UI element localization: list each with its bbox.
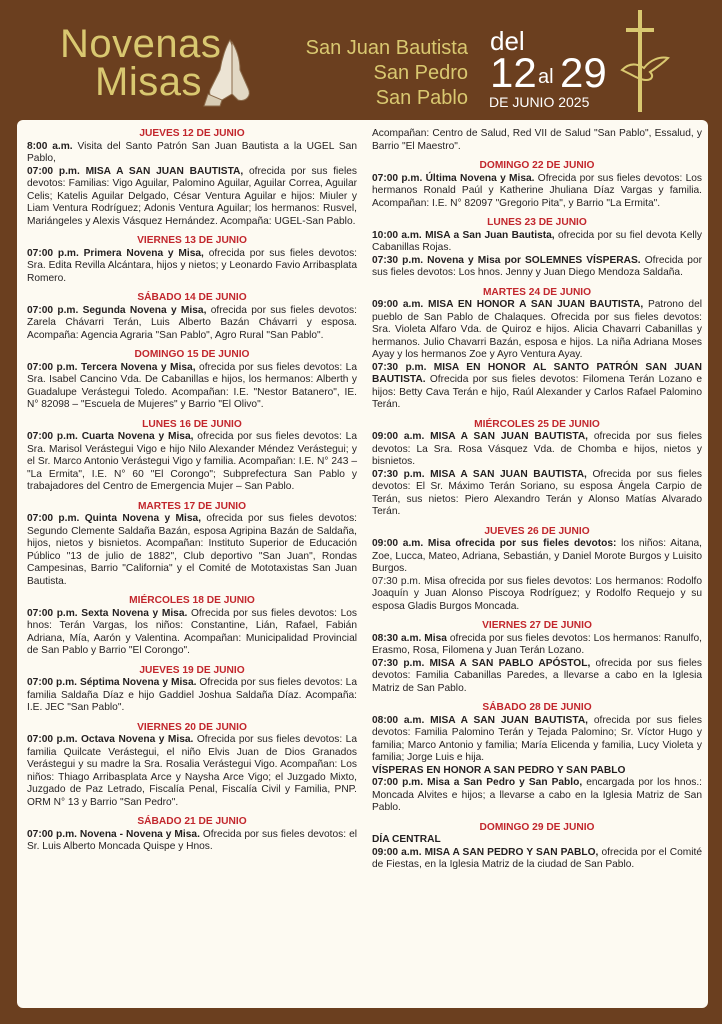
schedule-entry xyxy=(27,677,357,715)
entry-time-title: 10:00 a.m. MISA a San Juan Bautista, xyxy=(372,229,555,241)
schedule-entry xyxy=(27,305,357,343)
entry-time-title: 07:00 p.m. Cuarta Novena y Misa, xyxy=(27,431,194,442)
date-del: del xyxy=(490,26,525,56)
entry-time-title: 07:30 p.m. MISA EN HONOR AL SANTO PATRÓN SAN JUAN BAUTISTA. xyxy=(372,361,702,385)
entry-time-title: 09:00 a.m. Misa ofrecida por sus fieles devotos: xyxy=(372,538,617,549)
schedule-entry xyxy=(372,765,702,778)
day-heading: DOMINGO 15 DE JUNIO xyxy=(134,349,250,360)
entry-time-title: 08:00 a.m. MISA A SAN JUAN BAUTISTA, xyxy=(372,714,589,726)
date-al: al xyxy=(538,66,554,88)
title-novenas: Novenas xyxy=(60,22,222,66)
day-heading: VIERNES 27 DE JUNIO xyxy=(482,620,592,631)
entry-text: ofrecida por el Comité de Fiestas, en la Iglesia Matriz de la ciudad de San Pablo. xyxy=(372,846,702,870)
entry-time-title: 8:00 a.m. xyxy=(27,140,73,152)
day-heading: MARTES 24 DE JUNIO xyxy=(482,286,592,298)
entry-text: Ofrecida por sus fieles devotos: el Sr. Luis Alberto Moncada Quispe y Hnos. xyxy=(27,828,357,852)
entry-text: Ofrecida por sus fieles devotos: Los hermanos Ronald Paúl y Katherine Jhuliana Díaz Vargas y familia. Acompañan: I.E. N° 82097 "Gregorio Pita", y Barrio "La Ermita". xyxy=(372,172,702,209)
schedule-entry xyxy=(27,608,357,658)
entry-text: los niños: Aitana, Zoe, Lucca, Mateo, Adriana, Sebastián, y Daniel Morote Burgos y Luisito Burgos. xyxy=(372,538,703,574)
entry-text: Ofrecida por sus fieles devotos: El Sr. Máximo Terán Soriano, su esposa Ángela Carpio de Terán, sus nietos: Piero Alexandro Terán y Alonso Matías Alvarado Terán. xyxy=(372,468,702,517)
entry-time-title: 09:00 a.m. MISA A SAN JUAN BAUTISTA, xyxy=(372,431,589,442)
day-heading: SÁBADO 21 DE JUNIO xyxy=(137,816,247,827)
entry-text: Ofrecida por sus fieles devotos: Los hnos: Terán Vargas, los niños: Constantine, Lián, Rafael, Fabián Adriana, Mía, Aarón y Valentina. Acompañan: Municipalidad Provincial de San Pablo y Barrio "El Corongo". xyxy=(27,607,357,656)
entry-time-title: 07:30 p.m. MISA A SAN JUAN BAUTISTA, xyxy=(372,468,587,480)
schedule-entry xyxy=(372,847,702,872)
entry-text: ofrecida por su fiel devota Kelly Cabanillas Rojas. xyxy=(372,229,702,253)
day-heading: MIÉRCOLES 18 DE JUNIO xyxy=(129,595,255,606)
entry-text: Ofrecida por sus fieles devotos: La familia Quilcate Verástegui, el niño Elvis Juan de Dios Granados Verástegui y su madre la Sra. Rosalia Verástegui Vigo. Acompañan: Los niños: Thiago Arribasplata Arce y Naysha Arce Vigo; el Juzgado Mixto, Juzgado de Paz Letrado, Fiscalía Penal, Fiscalía Civil y Familia, PNP. ORM N° 13 y Barrio "San Pedro". xyxy=(27,734,358,808)
saint-name: San Pablo xyxy=(375,87,468,109)
schedule-entry xyxy=(27,166,357,229)
day-heading: VIERNES 13 DE JUNIO xyxy=(137,235,247,246)
schedule-entry xyxy=(372,538,702,576)
entry-text: ofrecida por sus fieles devotos: Familia Cabanillas Paredes, a llevarse a cabo en la Iglesia Matriz de San Pablo. xyxy=(372,657,702,694)
entry-text: ofrecida por sus fieles devotos: Zarela Chávarri Terán, Luis Alberto Bazán Chávarri y esposa. Acompaña: Agencia Agraria "San Pablo", Agro Rural "San Pablo". xyxy=(27,304,357,341)
day-heading: MIÉRCOLES 25 DE JUNIO xyxy=(474,418,600,430)
schedule-entry xyxy=(27,248,357,286)
left-column xyxy=(27,128,357,854)
entry-text: ofrecida por sus fieles devotos: La Sra. Isabel Cancino Vda. De Cabanillas e hijos, los hermanos: Alberth y Guadalupe Verástegui Toledo. Acompañan: I.E. "Nestor Batanero", IE. N° 82098 – "Escuela de Mujeres" y Barrio "El Olivo". xyxy=(27,361,357,410)
schedule-entry xyxy=(27,734,357,809)
date-end: 29 xyxy=(560,49,607,96)
entry-text: Ofrecida por sus fieles devotos: La familia Saldaña Díaz e hijo Gaddiel Joshua Saldaña Díaz. Acompaña: I.E. JEC "San Pablo". xyxy=(27,677,358,713)
saint-name: San Juan Bautista xyxy=(305,37,468,59)
praying-hands-icon xyxy=(200,36,260,108)
day-heading: LUNES 23 DE JUNIO xyxy=(487,217,587,228)
schedule-entry xyxy=(372,431,702,469)
header xyxy=(0,0,722,118)
day-heading: DOMINGO 22 DE JUNIO xyxy=(479,160,595,171)
schedule-entry xyxy=(27,141,357,166)
entry-time-title: 07:00 p.m. Sexta Novena y Misa. xyxy=(27,607,188,619)
entry-text: Ofrecida por sus fieles devotos: Filomena Terán Lozano e hijos: Betty Cava Terán e hijo, Raúl Alexander y Carlos Rafael Palomino Terán. xyxy=(372,374,702,410)
schedule-sheet xyxy=(17,120,708,1008)
schedule-entry xyxy=(27,431,357,494)
entry-text: Acompañan: Centro de Salud, Red VII de Salud "San Pablo", Essalud, y Barrio "El Maestro". xyxy=(372,128,702,152)
entry-text: ofrecida por sus fieles devotos: Familias: Vigo Aguilar, Palomino Aguilar, Aguilar Correa, Aguilar Celis; Katelis Aguilar Delgado, César Ventura Aguilar e hijos: Miuler y Liam Ventura Rodríguez; Adonis Ventura Aguilar; los hermanos: Rusvel, Mariángeles y Alexis Vásquez Hernández. Acompaña: UGEL-San Pablo. xyxy=(27,165,357,227)
entry-time-title: 07:00 p.m. Primera Novena y Misa, xyxy=(27,247,204,259)
schedule-entry xyxy=(372,173,702,211)
entry-time-title: 09:00 a.m. MISA A SAN PEDRO Y SAN PABLO, xyxy=(372,846,599,858)
entry-time-title: 07:00 p.m. Última Novena y Misa. xyxy=(372,172,535,184)
entry-text: ofrecida por sus fieles devotos: Familia Palomino Terán y Tejada Palomino; Sr. Víctor Hugo y familia; Marco Antonio y familia; María Elicenda y familia, Lucy Violeta y familia; Jorge Luis e hija. xyxy=(372,714,702,763)
entry-text: 07:30 p.m. Misa ofrecida por sus fieles devotos: Los hermanos: Rodolfo Joaquín y Juan Alonso Piscoya Rodríguez; y Rodolfo Requejo y su esposa Gladis Burgos Moncada. xyxy=(372,575,702,612)
entry-text: encargada por los hnos.: Moncada Alvites e hijos; a llevarse a cabo en la Iglesia Matriz de San Pablo. xyxy=(372,777,702,813)
entry-text: Patrono del pueblo de San Pablo de Chalaques. Ofrecida por sus fieles devotos: Sra. Violeta Alfaro Vda. de Quiroz e hijos. Alicia Chavarri Cabanillas y hermanos. Julio Chavarri Bazán, esposa e hijos. La niña Adriana Moses Ayay y los hermanos Zoe y Ayro Ventura Ayay. xyxy=(372,299,703,360)
entry-time-title: 07:00 p.m. Segunda Novena y Misa, xyxy=(27,304,207,316)
title-misas: Misas xyxy=(95,60,202,104)
schedule-entry xyxy=(372,230,702,255)
day-heading: DOMINGO 29 DE JUNIO xyxy=(479,821,595,833)
entry-time-title: DÍA CENTRAL xyxy=(372,834,441,845)
schedule-entry xyxy=(372,362,702,412)
schedule-entry xyxy=(372,255,702,280)
schedule-entry xyxy=(372,469,702,519)
right-column xyxy=(372,128,702,872)
entry-text: ofrecida por sus fieles devotos: La Sra. Rosa Vásquez Vda. de Chomba e hijos, nietos y bisnietos. xyxy=(372,431,702,467)
schedule-entry xyxy=(27,829,357,854)
schedule-entry xyxy=(372,128,702,153)
day-heading: VIERNES 20 DE JUNIO xyxy=(137,721,247,733)
date-start: 12 xyxy=(490,49,537,96)
schedule-entry xyxy=(372,715,702,765)
entry-time-title: 09:00 a.m. MISA EN HONOR A SAN JUAN BAUTISTA, xyxy=(372,299,644,310)
entry-time-title: 07:30 p.m. Novena y Misa por SOLEMNES VÍSPERAS. xyxy=(372,254,641,266)
day-heading: MARTES 17 DE JUNIO xyxy=(137,500,247,512)
day-heading: JUEVES 12 DE JUNIO xyxy=(139,128,245,139)
entry-time-title: VÍSPERAS EN HONOR A SAN PEDRO Y SAN PABLO xyxy=(372,764,626,776)
entry-text: Ofrecida por sus fieles devotos: Los hnos. Jenny y Juan Diego Mendoza Saldaña. xyxy=(372,254,702,278)
schedule-entry xyxy=(372,658,702,696)
entry-text: ofrecida por sus fieles devotos: Segundo Clemente Saldaña Bazán, esposa Agripina Bazán de Saldaña, hijos, nietos y bisnietos. Acompañan: Instituto Superior de Educación Público "13 de julio de 1882", Club deportivo "San Juan", Rondas Campesinas, Barrio "California" y el Comité de Mototaxistas San Juan Bautista. xyxy=(27,513,357,587)
day-heading: SÁBADO 28 DE JUNIO xyxy=(482,702,592,713)
saints-list xyxy=(282,36,468,111)
schedule-entry xyxy=(372,633,702,658)
schedule-entry xyxy=(27,513,357,588)
schedule-entry xyxy=(27,362,357,412)
entry-text: Visita del Santo Patrón San Juan Bautista a la UGEL San Pablo, xyxy=(27,140,357,164)
saint-name: San Pedro xyxy=(373,62,468,84)
entry-time-title: 07:00 p.m. Misa a San Pedro y San Pablo, xyxy=(372,777,583,788)
entry-time-title: 08:30 a.m. Misa xyxy=(372,632,447,644)
date-month: DE JUNIO 2025 xyxy=(489,94,590,110)
day-heading: LUNES 16 DE JUNIO xyxy=(142,418,242,430)
entry-time-title: 07:00 p.m. Octava Novena y Misa. xyxy=(27,734,194,745)
schedule-entry xyxy=(372,576,702,614)
entry-text: ofrecida por sus fieles devotos: La Sra. Marisol Verástegui Vigo e hijo Nilo Alexander Méndez Verástegui; y el Sr. Marco Antonio Verástegui Vigo y familia. Acompañan: I.E. N° 243 – "La Ermita", I.E. N° 60 "El Corongo"; Subprefectura San Pablo y trabajadores del Centro de Emergencia Mujer – San Pablo. xyxy=(27,431,357,492)
schedule-entry xyxy=(372,834,702,847)
entry-text: ofrecida por sus fieles devotos: Los hermanos: Ranulfo, Erasmo, Rosa, Filomena y Juan Terán Lozano. xyxy=(372,632,703,656)
entry-time-title: 07:00 p.m. Novena - Novena y Misa. xyxy=(27,828,200,840)
day-heading: JUEVES 26 DE JUNIO xyxy=(484,525,590,537)
day-heading: SÁBADO 14 DE JUNIO xyxy=(137,292,247,303)
cross-dove-icon xyxy=(616,8,672,114)
entry-time-title: 07:00 p.m. MISA A SAN JUAN BAUTISTA, xyxy=(27,165,244,177)
day-heading: JUEVES 19 DE JUNIO xyxy=(139,664,245,676)
entry-time-title: 07:00 p.m. Quinta Novena y Misa, xyxy=(27,513,202,524)
entry-time-title: 07:00 p.m. Tercera Novena y Misa, xyxy=(27,361,196,373)
entry-text: ofrecida por sus fieles devotos: Sra. Edita Revilla Alcántara, hijos y nietos; y Leonardo Favio Arribasplata Romero. xyxy=(27,247,357,284)
entry-time-title: 07:30 p.m. MISA A SAN PABLO APÓSTOL, xyxy=(372,657,591,669)
schedule-entry xyxy=(372,777,702,815)
schedule-entry xyxy=(372,299,702,362)
entry-time-title: 07:00 p.m. Séptima Novena y Misa. xyxy=(27,677,197,688)
